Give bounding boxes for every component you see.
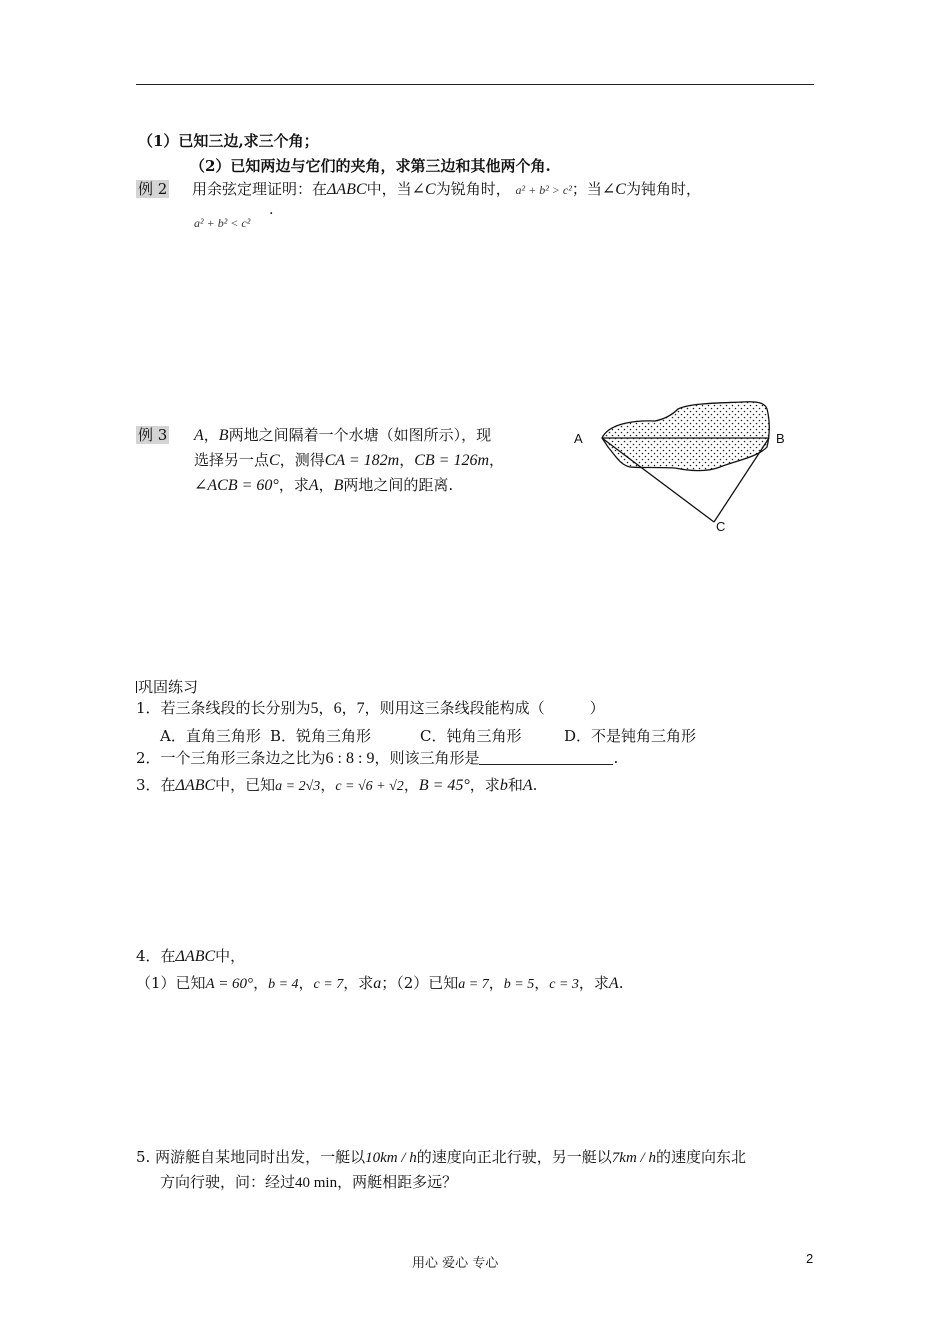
q4-side-c2: c = 3 (549, 977, 579, 992)
q1-text: 1．若三条线段的长分别为 (136, 699, 311, 717)
q4-text: 中， (215, 947, 246, 965)
ex2-triangle: ΔABC (327, 181, 367, 198)
q4-text: 4．在 (136, 947, 176, 965)
q3-text: 中，已知 (215, 776, 276, 794)
q3-triangle: ΔABC (175, 777, 216, 794)
example-3-line3 (194, 474, 453, 495)
page-number: 2 (806, 1251, 814, 1266)
q4-text: ； (381, 974, 397, 992)
ex3-point-c: C (269, 452, 280, 469)
ex2-angle-c: ∠C (601, 181, 626, 198)
q3-angle-b: B = 45° (418, 777, 470, 794)
q1-option-c: C．钝角三角形 (420, 727, 522, 745)
q4-text: ，求 (578, 974, 609, 992)
q3-text: 和 (507, 776, 523, 794)
q3-text: . (532, 776, 538, 794)
q4-triangle: ΔABC (175, 948, 216, 965)
q4-text: （2）已知 (396, 974, 459, 992)
q1-length-1: 5 (310, 700, 319, 717)
ex3-ca: CA = 182m (324, 452, 400, 469)
example-2-line1 (192, 178, 701, 199)
q3-var-a: A (522, 777, 533, 794)
q1-option-b: B．锐角三角形 (270, 727, 372, 745)
question-5-line2 (160, 1171, 457, 1192)
case-1: （1）已知三边,求三个角； (138, 132, 319, 150)
question-4 (136, 945, 245, 966)
q4-var-a2: A (608, 975, 619, 992)
ex3-text: ， (399, 451, 415, 469)
q1-length-3: 7 (356, 700, 365, 717)
q4-side-a2: a = 7 (458, 977, 489, 992)
q1-option-a: A．直角三角形 (160, 727, 261, 745)
ex3-point-b: B (333, 477, 344, 494)
footer-center: 用心 爱心 专心 (412, 1256, 499, 1271)
q2-answer-blank[interactable] (479, 751, 613, 765)
ex3-cb: CB = 126m (414, 452, 490, 469)
q1-option-d: D．不是钝角三角形 (564, 727, 697, 745)
q5-text: ，两艇相距多远？ (337, 1173, 458, 1191)
practice-title-text: 巩固练习 (138, 678, 199, 696)
cursor-mark (136, 681, 137, 693)
q5-time: 40 min (295, 1175, 338, 1191)
q2-text: 2．一个三角形三条边之比为 (136, 749, 326, 767)
question-5 (136, 1146, 746, 1167)
ex3-text: 两地之间隔着一个水塘（如图所示），现 (228, 426, 492, 444)
q2-ratio: 6 : 8 : 9 (325, 750, 375, 767)
question-4-parts: （1）已知A = 60°，b = 4，c = 7，求a；（2）已知a = 7，b = 5，c = 3，求A. (136, 974, 624, 992)
ex2-inequality-2: a² + b² < c² (194, 216, 251, 230)
q2-text: ，则该三角形是 (374, 749, 480, 767)
q5-speed-2: 7km / h (611, 1150, 656, 1166)
pond-shape (602, 402, 769, 471)
q1-length-2: 6 (333, 700, 342, 717)
q4-side-c: c = 7 (313, 977, 344, 992)
pond-figure (560, 395, 800, 545)
q4-var-a: a (373, 975, 382, 992)
ex2-text: 中，当 (366, 180, 412, 198)
ex3-text: ， (318, 476, 334, 494)
ex3-text: 两地之间的距离. (343, 476, 454, 494)
ex3-point-b: B (218, 427, 229, 444)
practice-title (136, 676, 198, 697)
ex2-text: 用余弦定理证明：在 (192, 180, 328, 198)
q4-text: （1）已知 (136, 974, 206, 992)
q3-text: 3．在 (136, 776, 176, 794)
question-3: 3．在ΔABC中，已知a = 2√3，c = √6 + √2，B = 45°，求b和A. (136, 776, 538, 794)
example-3-tag: 例 3 (138, 426, 168, 444)
ex3-text: ，求 (278, 476, 309, 494)
ex3-text: ，测得 (279, 451, 325, 469)
example-3-line1 (194, 424, 491, 445)
q2-text: . (613, 749, 619, 767)
header-rule (136, 84, 814, 85)
question-2 (136, 747, 618, 768)
ex3-angle: ∠ACB = 60° (194, 477, 279, 494)
example-3 (136, 424, 169, 445)
example-2-tag: 例 2 (138, 180, 168, 198)
figure-label-c: C (716, 519, 726, 534)
q5-text: 方向行驶，问：经过 (160, 1173, 296, 1191)
q5-text: 5. 两游艇自某地同时出发，一艇以 (136, 1148, 366, 1166)
q4-text: . (618, 974, 624, 992)
q3-var-b: b (499, 777, 508, 794)
q4-side-b2: b = 5 (503, 977, 535, 992)
q3-side-a: a = 2√3 (275, 779, 321, 794)
q4-text: ，求 (343, 974, 374, 992)
question-1: 1．若三条线段的长分别为5，6，7，则用这三条线段能构成（ ） (136, 699, 605, 717)
q3-side-c: c = √6 + √2 (335, 779, 404, 794)
ex2-text: 为锐角时， (435, 180, 511, 198)
figure-label-a: A (574, 431, 583, 446)
q4-angle-a: A = 60° (205, 976, 254, 992)
ex2-angle-c: ∠C (411, 181, 436, 198)
ex3-point-a: A (308, 477, 319, 494)
ex2-text: 为钝角时， (625, 180, 701, 198)
q4-side-b: b = 4 (268, 977, 299, 992)
ex2-text: ；当 (571, 180, 602, 198)
q1-text: ，则用这三条线段能构成（ ） (364, 699, 605, 717)
ex2-dot: . (269, 202, 274, 218)
ex3-text: 选择另一点 (194, 451, 270, 469)
figure-label-b: B (776, 431, 785, 446)
q3-text: ，求 (469, 776, 500, 794)
example-3-line2 (194, 449, 504, 470)
case-2: （2）已知两边与它们的夹角，求第三边和其他两个角. (190, 157, 551, 175)
q5-text: 的速度向正北行驶，另一艇以 (416, 1148, 612, 1166)
ex3-text: ， (489, 451, 505, 469)
ex3-point-a: A (194, 427, 204, 444)
q5-text: 的速度向东北 (655, 1148, 746, 1166)
ex3-text: ， (203, 426, 219, 444)
q5-speed-1: 10km / h (365, 1150, 417, 1166)
example-2 (136, 178, 169, 199)
ex2-inequality-1: a² + b² > c² (515, 183, 572, 197)
